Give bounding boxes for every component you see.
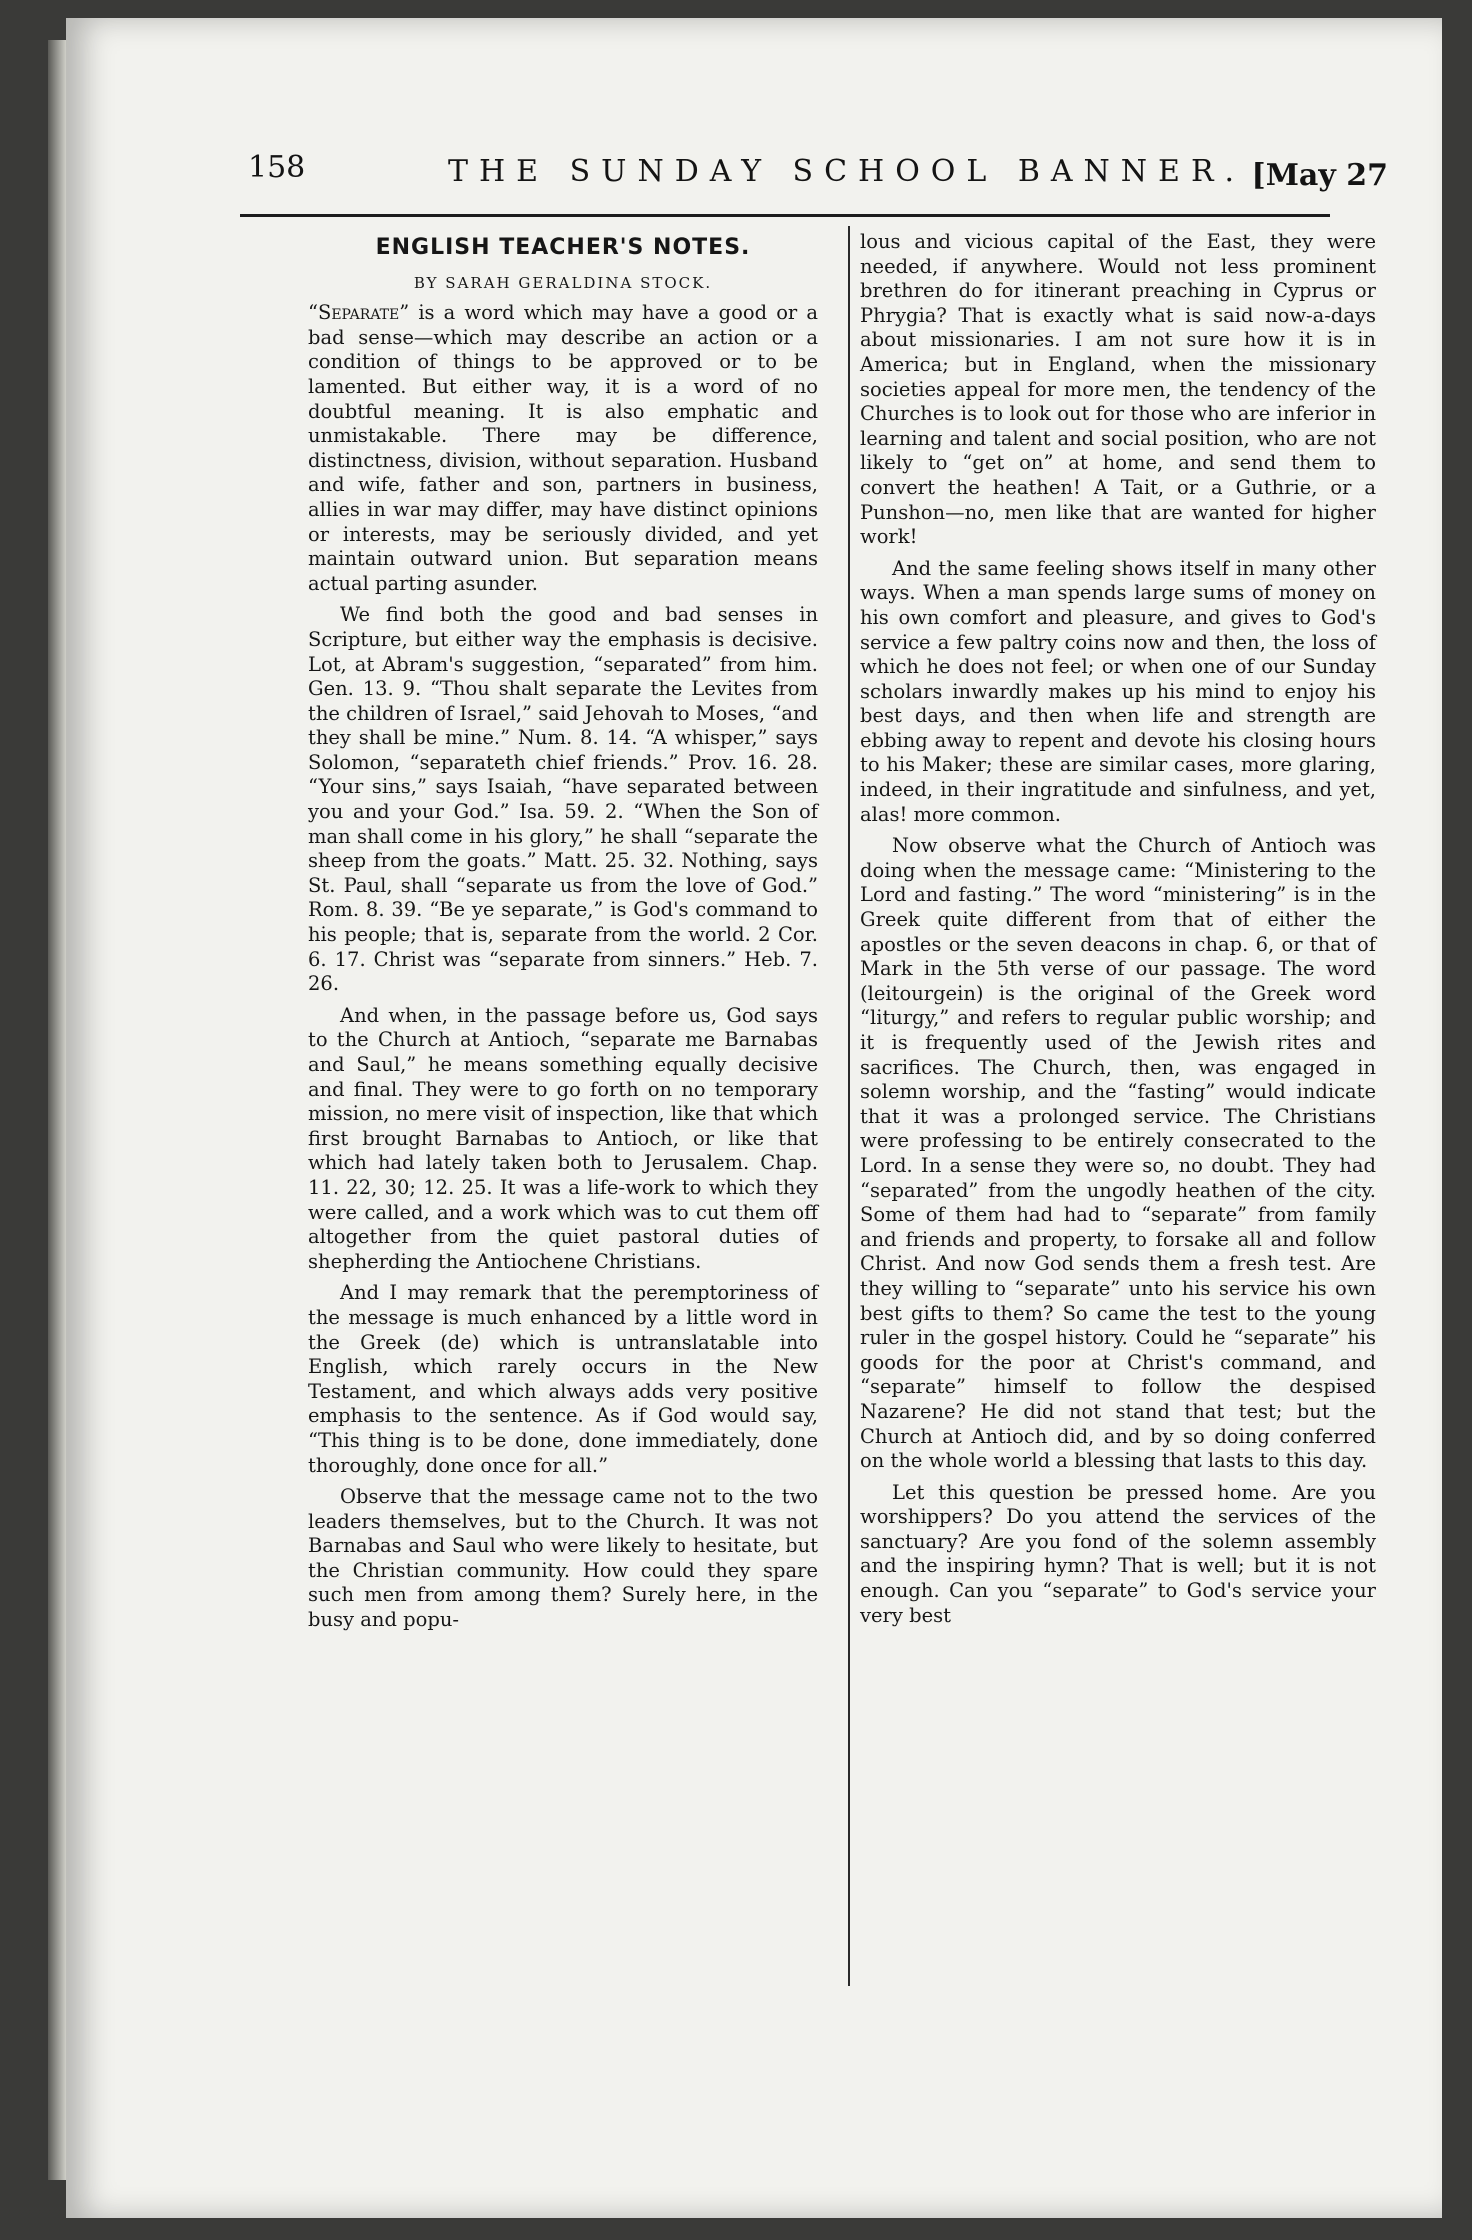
- lead-word: “Separate”: [308, 301, 410, 325]
- paragraph: We find both the good and bad senses in Scripture, but either way the emphasis is decisive. Lot, at Abram's suggestion, “separated” from him. Gen. 13. 9. “Thou shalt separate the Levites from the children of Israel,” said Jehovah to Moses, “and they shall be mine.” Num. 8. 14. “A whisper,” says Solomon, “separateth chief friends.” Prov. 16. 28. “Your sins,” says Isaiah, “have separated between you and your God.” Isa. 59. 2. “When the Son of man shall come in his glory,” he shall “separate the sheep from the goats.” Matt. 25. 32. Nothing, says St. Paul, shall “separate us from the love of God.” Rom. 8. 39. “Be ye separate,” is God's command to his people; that is, separate from the world. 2 Cor. 6. 17. Christ was “separate from sinners.” Heb. 7. 26.: [308, 603, 818, 996]
- paragraph: Let this question be pressed home. Are you worshippers? Do you attend the services of the sanctuary? Are you fond of the solemn assembly and the inspiring hymn? That is well; but it is not enough. Can you “separate” to God's service your very best: [860, 1480, 1376, 1627]
- paragraph: [308, 301, 818, 596]
- left-column: [308, 230, 818, 1640]
- header-rule: [240, 214, 1330, 217]
- paragraph-text: is a word which may have a good or a bad sense—which may describe an action or a condition of things to be approved or to be lamented. But either way, it is a word of no doubtful meaning. It is also emphatic and unmistakable. There may be difference, distinctness, division, without separation. Husband and wife, father and son, partners in business, allies in war may differ, may have distinct opinions or interests, may be seriously divided, and yet maintain outward union. But separation means actual parting asunder.: [308, 301, 818, 595]
- paragraph: And I may remark that the peremptoriness of the message is much enhanced by a little word in the Greek (de) which is untranslatable into English, which rarely occurs in the New Testament, and which always adds very positive emphasis to the sentence. As if God would say, “This thing is to be done, done immediately, done thoroughly, done once for all.”: [308, 1281, 818, 1477]
- right-column: [860, 230, 1376, 1635]
- paragraph: lous and vicious capital of the East, they were needed, if anywhere. Would not less prominent brethren do for itinerant preaching in Cyprus or Phrygia? That is exactly what is said now-a-days about missionaries. I am not sure how it is in America; but in England, when the missionary societies appeal for more men, the tendency of the Churches is to look out for those who are inferior in learning and talent and social position, who are not likely to “get on” at home, and send them to convert the heathen! A Tait, or a Guthrie, or a Punshon—no, men like that are wanted for higher work!: [860, 230, 1376, 549]
- page-number: 158: [248, 150, 306, 185]
- column-divider: [848, 226, 850, 1986]
- paragraph: And the same feeling shows itself in many other ways. When a man spends large sums of money on his own comfort and pleasure, and gives to God's service a few paltry coins now and then, the loss of which he does not feel; or when one of our Sunday scholars inwardly makes up his mind to enjoy his best days, and then when life and strength are ebbing away to repent and devote his closing hours to his Maker; these are similar cases, more glaring, indeed, in their ingratitude and sinfulness, and yet, alas! more common.: [860, 556, 1376, 826]
- issue-date: [May 27: [1251, 158, 1388, 193]
- running-header: [248, 140, 1388, 200]
- paragraph: Observe that the message came not to the two leaders themselves, but to the Church. It was not Barnabas and Saul who were likely to hesitate, but the Christian community. How could they spare such men from among them? Surely here, in the busy and popu-: [308, 1485, 818, 1632]
- article-title: ENGLISH TEACHER'S NOTES.: [375, 235, 751, 260]
- article-byline: BY SARAH GERALDINA STOCK.: [413, 273, 713, 292]
- journal-title: THE SUNDAY SCHOOL BANNER.: [448, 154, 1246, 189]
- paragraph: And when, in the passage before us, God says to the Church at Antioch, “separate me Barnabas and Saul,” he means something equally decisive and final. They were to go forth on no temporary mission, no mere visit of inspection, like that which first brought Barnabas to Antioch, or like that which had lately taken both to Jerusalem. Chap. 11. 22, 30; 12. 25. It was a life-work to which they were called, and a work which was to cut them off altogether from the quiet pastoral duties of shepherding the Antiochene Christians.: [308, 1003, 818, 1273]
- paragraph: Now observe what the Church of Antioch was doing when the message came: “Ministering to the Lord and fasting.” The word “ministering” is in the Greek quite different from that of either the apostles or the seven deacons in chap. 6, or that of Mark in the 5th verse of our passage. The word (leitourgein) is the original of the Greek word “liturgy,” and refers to regular public worship; and it is frequently used of the Jewish rites and sacrifices. The Church, then, was engaged in solemn worship, and the “fasting” would indicate that it was a prolonged service. The Christians were professing to be entirely consecrated to the Lord. In a sense they were so, no doubt. They had “separated” from the ungodly heathen of the city. Some of them had had to “separate” from family and friends and property, to forsake all and follow Christ. And now God sends them a fresh test. Are they willing to “separate” unto his service his own best gifts to them? So came the test to the young ruler in the gospel history. Could he “separate” his goods for the poor at Christ's command, and “separate” himself to follow the despised Nazarene? He did not stand that test; but the Church at Antioch did, and by so doing conferred on the whole world a blessing that lasts to this day.: [860, 834, 1376, 1473]
